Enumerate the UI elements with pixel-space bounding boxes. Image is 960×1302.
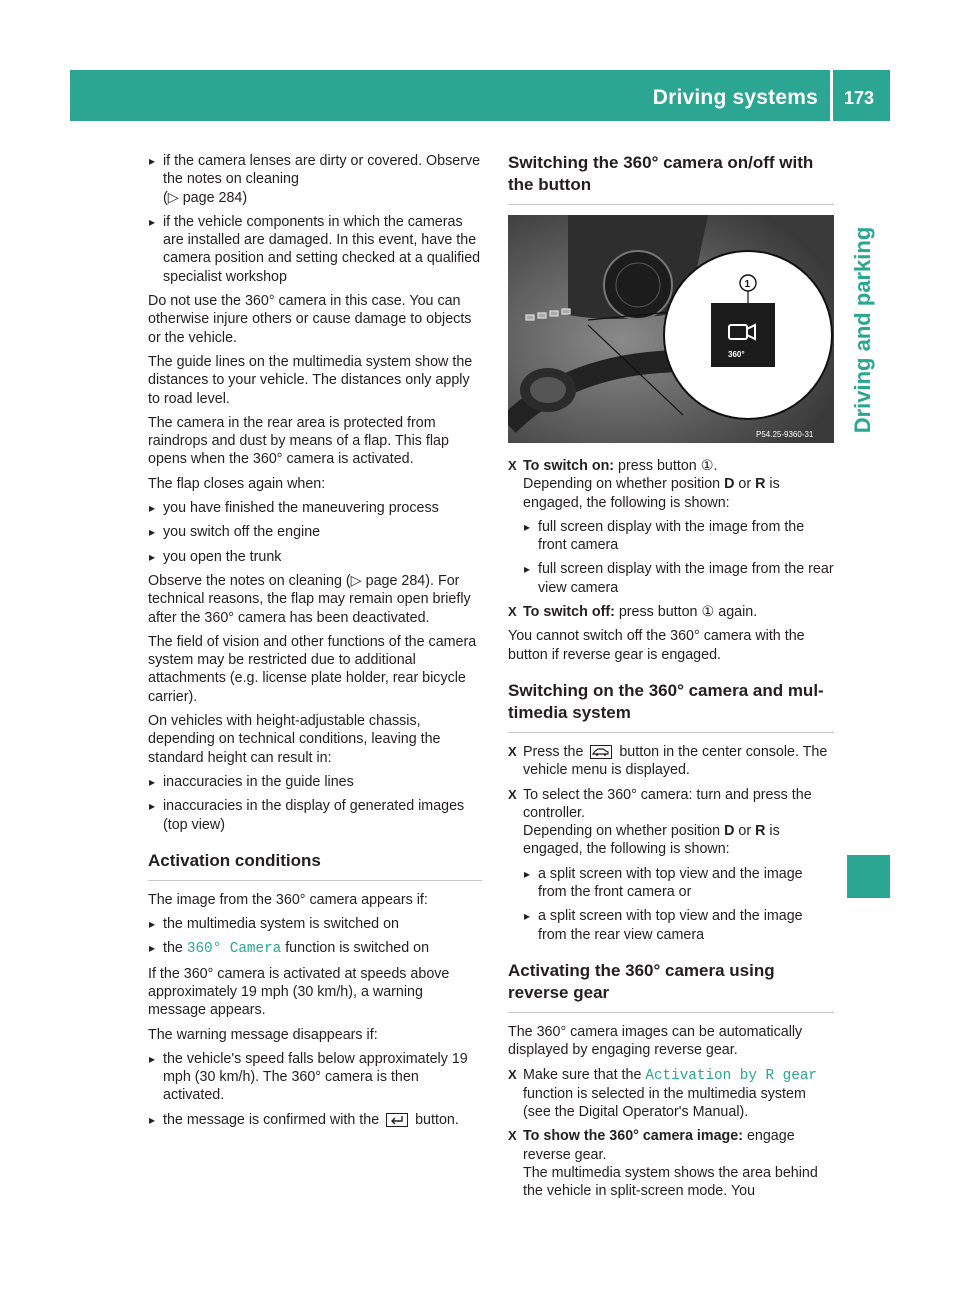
section-title: Driving systems [652, 86, 818, 109]
step-select-camera: X To select the 360° camera: turn and press the controller. Depending on whether position D or R is engaged, the following is shown: [508, 786, 812, 858]
list-item: ▸ if the camera lenses are dirty or covered. Observe the notes on cleaning (▷ page 284) [148, 152, 482, 207]
chapter-tab-label: Driving and parking [850, 226, 875, 434]
paragraph: The warning message disappears if: [148, 1026, 378, 1043]
paragraph: On vehicles with height-adjustable chassis, depending on technical conditions, leaving the standard height can result in: [148, 713, 441, 766]
figure-code: P54.25-9360-31 [756, 430, 814, 439]
heading-multimedia: Switching on the 360° camera and multimedia system [508, 680, 834, 733]
figure-button-label: 360° [728, 350, 745, 359]
list-item: ▸ if the vehicle components in which the cameras are installed are damaged. In this event, have the camera position and setting checked at a qualified specialist workshop [148, 213, 482, 286]
paragraph: The image from the 360° camera appears if: [148, 891, 428, 908]
list-item: ▸ inaccuracies in the guide lines [148, 773, 482, 791]
list-item: ▸ the message is confirmed with the button. [148, 1111, 482, 1129]
list-item: ▸ full screen display with the image from the front camera [523, 518, 834, 555]
paragraph: The guide lines on the multimedia system show the distances to your vehicle. The distances only apply to road level. [148, 353, 473, 407]
paragraph: The flap closes again when: [148, 475, 326, 492]
list-item: ▸ the multimedia system is switched on [148, 915, 482, 933]
dashboard-illustration [508, 215, 834, 443]
list-item: ▸ the 360° Camera function is switched on [148, 939, 482, 958]
paragraph: The field of vision and other functions of the camera system may be restricted due to additional attachments (e.g. license plate holder, rear bicycle carrier). [148, 633, 477, 705]
figure-callout-1: 1 [744, 279, 751, 290]
list-item: ▸ you have finished the maneuvering process [148, 499, 482, 517]
page-number: 173 [844, 88, 875, 108]
list-item: ▸ inaccuracies in the display of generated images (top view) [148, 797, 482, 834]
list-item: ▸ the vehicle's speed falls below approximately 19 mph (30 km/h). The 360° camera is then activated. [148, 1050, 482, 1105]
paragraph: Observe the notes on cleaning (▷ page 284). For technical reasons, the flap may remain open briefly after the 360° camera has been deactivated. [148, 572, 471, 626]
list-item: ▸ a split screen with top view and the image from the rear view camera [523, 907, 834, 944]
function-name: Activation by R gear [645, 1067, 817, 1084]
paragraph: If the 360° camera is activated at speeds above approximately 19 mph (30 km/h), a warning message appears. [148, 965, 450, 1019]
list-item: ▸ full screen display with the image from the rear view camera [523, 560, 834, 597]
list-item: ▸ you open the trunk [148, 548, 482, 566]
step-activation-setting: X Make sure that the Activation by R gear function is selected in the multimedia system (see the Digital Operator's Manual). [508, 1066, 817, 1121]
step-show-image: X To show the 360° camera image: engage reverse gear. The multimedia system shows the area behind the vehicle in split-screen mode. You [508, 1128, 818, 1200]
list-item: ▸ you switch off the engine [148, 523, 482, 541]
heading-reverse-gear: Activating the 360° camera using reverse gear [508, 960, 834, 1013]
step-switch-on: X To switch on: press button ①. Depending on whether position D or R is engaged, the following is shown: [508, 458, 780, 511]
paragraph: The 360° camera images can be automatically displayed by engaging reverse gear. [508, 1023, 803, 1059]
chapter-tab [836, 150, 890, 510]
paragraph: You cannot switch off the 360° camera with the button if reverse gear is engaged. [508, 628, 805, 663]
list-item: ▸ a split screen with top view and the image from the front camera or [523, 865, 834, 902]
paragraph: Do not use the 360° camera in this case. You can otherwise injure others or cause damage to objects or the vehicle. [148, 293, 472, 346]
heading-switching-button: Switching the 360° camera on/off with the button [508, 152, 834, 205]
paragraph: The camera in the rear area is protected from raindrops and dust by means of a flap. This flap opens when the 360° camera is activated. [148, 414, 449, 468]
page-reference[interactable]: (▷ page 284) [163, 189, 248, 206]
function-name: 360° Camera [186, 941, 282, 958]
heading-activation-conditions: Activation conditions [148, 850, 482, 881]
chapter-marker [847, 855, 890, 898]
vehicle-button-icon [590, 745, 612, 759]
header-bar [70, 70, 890, 121]
camera-button-figure [508, 215, 834, 443]
back-button-icon [386, 1113, 408, 1127]
left-column [148, 152, 482, 1135]
header-divider [830, 70, 833, 121]
step-press-vehicle-button: X Press the button in the center console. The vehicle menu is displayed. [508, 743, 828, 779]
step-switch-off: X To switch off: press button ① again. [508, 604, 758, 621]
right-column [508, 152, 834, 1207]
